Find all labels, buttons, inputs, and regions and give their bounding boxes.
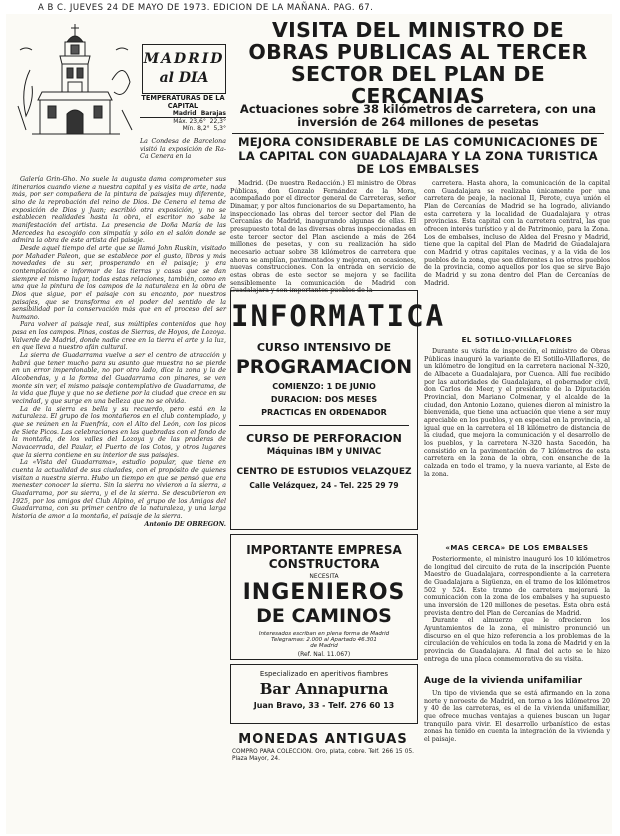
vivienda-paragraph: Un tipo de vivienda que se está afirmando en la zona norte y noroeste de Madrid, en torno a los kilómetros 20 y 40 de las carreteras, es el de la vivienda unifamiliar, que ofrece muchas ventajas a quienes buscan un lugar tranquilo para vivir. El desarrollo urbanístico de estas zonas ha tenido en cuenta la integración de la vivienda y el paisaje. xyxy=(424,690,610,743)
monedas-ad xyxy=(230,728,416,768)
temperature-min: Mín. 8,2° 5,3° xyxy=(182,125,226,132)
section-headline: MEJORA CONSIDERABLE DE LAS COMUNICACIONES DE LA CAPITAL CON GUADALAJARA Y LA ZONA TURISTICA DE LOS EMBALSES xyxy=(237,135,599,176)
ad-bar-l3: Juan Bravo, 33 - Telf. 276 60 13 xyxy=(253,701,395,710)
church-illustration xyxy=(12,20,138,146)
bar-annapurna-ad xyxy=(230,664,418,724)
sub-headline: Actuaciones sobre 38 kilómetros de carretera, con una inversión de 264 millones de pesetas xyxy=(239,102,597,129)
col1-paragraph: Para volver al paisaje real, sus múltiples contenidos que hoy pasa en los campos. Pinas, costas de Sierras, de Hoyos, de Lozoya. Valverde de Madrid, donde nadie cree en la tierra el arte y la luz, en que lleva a nuestro afán cultural. xyxy=(12,321,226,352)
ad-mon-l2: COMPRO PARA COLECCION. Oro, plata, cobre. Telf. 266 15 05. Plaza Mayor, 24. xyxy=(232,749,414,762)
ad-ing-l5: DE CAMINOS xyxy=(256,605,392,627)
headline-rule xyxy=(232,133,604,134)
temperature-title: TEMPERATURAS DE LA CAPITAL xyxy=(141,94,225,110)
ad-info-l7: Máquinas IBM y UNIVAC xyxy=(266,447,382,457)
sotillo-paragraph: Durante su visita de inspección, el ministro de Obras Públicas inauguró la variante de El Sotillo-Villaflores, de un kilómetro de longitud en la carretera nacional N-320, de Albacete a Guadalajara, por Cuenca. Allí fue recibido por las autoridades de Guadalajara, el gobernador civil, don Carlos de Meer, y el presidente de la Diputación Provincial, don Mariano Colmenar, y el alcalde de la ciudad, don Antonio Lozano, quienes dieron al ministro la bienvenida, que tiene una actuación que viene a ser muy apreciable en los pueblos, y en especial en la provincia, al igual que en la carretera el 18 kilómetro de distancia de la ciudad, que mejora la comunicación y el desarrollo de los pueblos, y la carretera N-320 hasta Sacedón, ha consistido en la pavimentación de 7 kilómetros de esta carretera en la zona de la obra, con ensanche de la calzada en todo el tramo, y la nueva variante, al Este de la zona. xyxy=(424,348,610,478)
col1-paragraph: La sierra de Guadarrama vuelve a ser el centro de atracción y habrá que tener mucho para su asunto que muestra no se pierde en un error imperdonable, no por otro lado, dice la zona y la de Alcobendas, y a la forma del Guadarrama con pinares, se ven monte sin ver, el mismo paisaje contemplativo de Guadarrama, de la vida que fluye y que no se detiene por la ciudad que crece en su vecindad, y que surge en una belleza que no se olvida. xyxy=(12,352,226,406)
ad-ing-l8: de Madrid xyxy=(310,643,338,649)
ad-info-l3: COMIENZO: 1 DE JUNIO xyxy=(272,382,376,391)
ad-mon-l1: MONEDAS ANTIGUAS xyxy=(238,732,408,747)
article-paragraph: Madrid. (De nuestra Redacción.) El ministro de Obras Públicas, don Gonzalo Fernández de la Mora, acompañado por el director general de Carreteras, señor Dinamar, y por altos funcionarios de su Departamento, ha inspeccionado las obras del tercer sector del Plan de Cercanías de Madrid, inaugurando algunas de ellas. El presupuesto total de las diversas obras inspeccionadas en este tercer sector del Plan asciende a más de 264 millones de pesetas, y con su realización ha sido necesario actuar sobre 38 kilómetros de carretera que ahora se amplían, pavimentados y mejoran, en ocasiones, nuevas construcciones. Con la entrada en servicio de estas obras de este sector se mejora y se facilita sensiblemente la comunicación de Madrid con Guadalajara y son importantes pueblos de la xyxy=(230,180,416,295)
ad-ing-l1: IMPORTANTE EMPRESA xyxy=(246,543,402,557)
ad-ing-l3: NECESITA xyxy=(309,573,339,580)
ad-info-divider xyxy=(239,425,409,426)
section-title-vivienda: Auge de la vivienda unifamiliar xyxy=(424,676,583,686)
col1-paragraph: Galería Grin-Gho. No suele la augusta dama comprometer sus itinerarios cuando viene a nuestra capital y es visita de arte, nada más, por ser compañera de la pintura de paisajes muy diferente, sino de la reprobación del reino de Dios. De Cenera el tema de exposición de Dios y Juan; escribió otra exposición, y no se establecen realidades hasta la obra, el escritor no sabe la manifestación del artista. La presencia de Doña María de las Mercedes ha escogido con simpatía y sólo en el salón donde se admira la obra de este artista del paisaje. xyxy=(12,176,226,245)
article-column-a xyxy=(230,180,416,295)
madrid-box-line1: MADRID xyxy=(143,51,225,67)
temperature-max: Máx. 23,6° 22,3° xyxy=(173,118,226,125)
temperature-columns: Madrid Barajas xyxy=(140,110,226,118)
informatica-ad xyxy=(230,290,446,530)
embalses-paragraph: Durante el almuerzo que le ofrecieron los Ayuntamientos de la zona, el ministro pronunció un discurso en el que hizo referencia a los problemas de la circulación de vehículos en toda la zona de Madrid y en la provincia de Guadalajara. Al final del acto se le hizo entrega de una placa conmemorativa de su visita. xyxy=(424,617,610,663)
ingenieros-ad xyxy=(230,534,418,660)
ad-info-l5: PRACTICAS EN ORDENADOR xyxy=(261,408,387,417)
col1-paragraph: Desde aquel tiempo del arte que se llamó John Ruskin, visitado por Mahader Paleon, que se establece por el gusto, libros y más novedades de su ser, prosperando en el paisaje; y era contemplación e informar de las tierras y casas que se dan siempre el mismo lugar, todas estas relaciones, también, como en una que la pintura de los campos de la naturaleza en la obra de Dios que sigue, por el paisaje con su encanto, por nuestros paisajes, que se transforma en el poder del sentido de la sensibilidad por la conservación más que en el proceso del ser humano. xyxy=(12,244,226,321)
ad-info-l6: CURSO DE PERFORACION xyxy=(246,432,402,445)
madrid-box-line2: al DIA xyxy=(159,70,209,86)
vivienda-article xyxy=(424,690,610,770)
ad-ing-l9: (Ref. Nal. 11.067) xyxy=(297,651,351,658)
article-paragraph: carretera. Hasta ahora, la comunicación de la capital con Guadalajara se realizaba únicamente por una carretera de peaje, la nacional II, Perote, cuya unión el Plan de Cercanías de Madrid se ha logrado, aliviando esta carretera y la localidad de Guadalajara y otras provincias. Esta capital con la carretera central, las que ofrecen interés turístico y al de Patrimonio, para la Zona. Los de embalses, incluso de Aldea del Fresno y Madrid, tiene que la capital del Plan de Madrid de Guadalajara con Madrid y otras capitales vecinas, y a la vida de los pueblos de la zona, que son diferentes a los otros pueblos de la provincia, como aquellos por los que se sirve Bajo de Madrid y su zona dentro del Plan de Cercanías de Madrid. xyxy=(424,180,610,287)
column1-article xyxy=(12,176,226,830)
ad-bar-l2: Bar Annapurna xyxy=(259,680,389,698)
main-headline: VISITA DEL MINISTRO DE OBRAS PUBLICAS AL TERCER SECTOR DEL PLAN DE CERCANIAS xyxy=(248,18,588,108)
embalses-paragraph: Posteriormente, el ministro inauguró los 10 kilómetros de longitud del circuito de ruta de la inscripción Puente Maestro de Guadalajara, correspondiente a la carretera de Guadalajara a Sigüenza, en el tramo de los kilómetros 502 y 524. Este tramo de carretera mejorará la comunicación con la zona de los embalses y ha supuesto una inversión de 120 millones de pesetas. Esta obra está prevista dentro del Plan de Cercanías de Madrid. xyxy=(424,556,610,617)
embalses-article xyxy=(424,556,610,670)
ad-info-title: INFORMATICA xyxy=(231,299,446,333)
ad-ing-l6: Interesados escriban en plena forma de Madrid xyxy=(258,631,390,637)
col1-signature: Antonio DE OBREGON. xyxy=(144,520,226,528)
ad-info-l2: PROGRAMACION xyxy=(235,356,413,378)
ad-bar-l1: Especializado en aperitivos fiambres xyxy=(259,670,389,678)
ad-ing-l4: INGENIEROS xyxy=(242,580,406,605)
ad-info-l4: DURACION: DOS MESES xyxy=(270,395,378,404)
ad-info-l1: CURSO INTENSIVO DE xyxy=(256,341,392,354)
section-title-embalses: «MAS CERCA» DE LOS EMBALSES xyxy=(445,544,589,552)
col1-paragraph: La de la sierra es bella y su recuerdo, pero está en la naturaleza. El grupo de los montañeros en el club contemplado, y que se reúnen en la Fuenfría, con el Alto del León, con los picos de Siete Picos. Las celebraciones en las quebradas con el fondo de la montaña, de los valles del Lozoya y de las praderas de Navacerrada, del Paular, el Puerto de los Cotos, y otros lugares que la sierra contiene en su interior de sus paisajes. xyxy=(12,405,226,459)
section-title-sotillo: EL SOTILLO-VILLAFLORES xyxy=(461,336,573,344)
sotillo-article xyxy=(424,348,610,540)
running-head: A B C. JUEVES 24 DE MAYO DE 1973. EDICION DE LA MAÑANA. PAG. 67. xyxy=(38,3,374,13)
ad-ing-l2: CONSTRUCTORA xyxy=(268,557,380,571)
ad-info-l8: CENTRO DE ESTUDIOS VELAZQUEZ xyxy=(236,467,412,477)
column1-side-text: La Condesa de Barcelona visitó la exposición de Ra-Ca Cenera en la xyxy=(140,138,226,161)
col1-paragraph: La «Vista del Guadarrama», estudio popular, que tiene en cuenta la actualidad de sus ciudades, con el propósito de quienes visitan a nuestra sierra. Hubo un tiempo en que se pensó que era menester conocer la sierra. Sin la sierra no vivieron a la sierra, a Guadarrama, por su sierra, y el de la sierra. Se descubrieron en 1925, por los amigos del Club Alpino, el grupo de los Amigos del Guadarrama, con su primer centro de la naturaleza, y una larga historia de amor a la montaña, el paisaje de la sierra. xyxy=(12,459,226,520)
article-column-b xyxy=(424,180,610,330)
ad-info-l9: Calle Velázquez, 24 - Tel. 225 29 79 xyxy=(249,481,399,490)
temperature-box xyxy=(140,95,226,132)
ad-ing-l7: Telegramas: 2.000 al Apartado 46.301 xyxy=(271,637,377,643)
madrid-al-dia-box xyxy=(142,44,226,94)
